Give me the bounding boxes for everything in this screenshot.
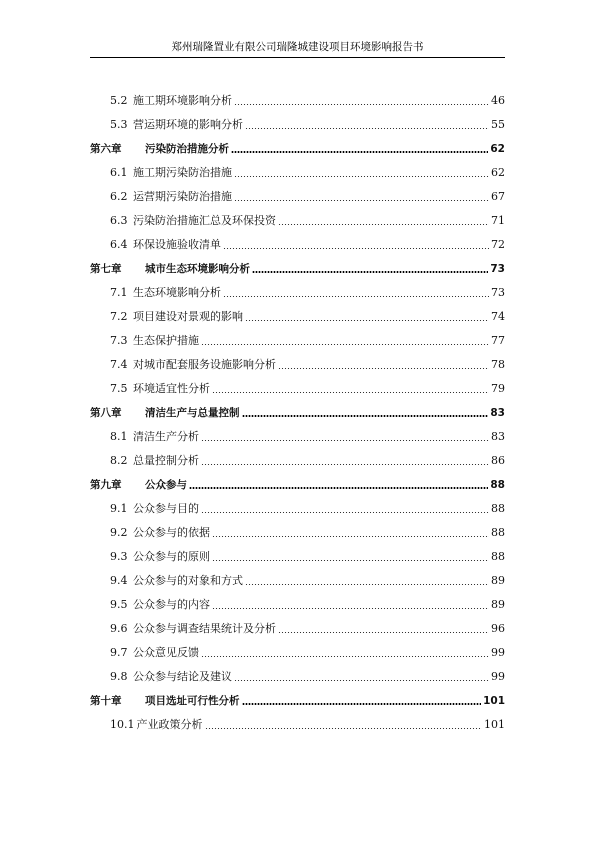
toc-entry-page: 88	[491, 502, 505, 515]
toc-entry-number: 9.3	[110, 550, 128, 563]
toc-entry-title: 生态保护措施	[133, 334, 199, 347]
toc-entry-page: 67	[491, 190, 505, 203]
toc-entry-page: 101	[483, 695, 505, 707]
toc-entry-title: 公众参与的内容	[133, 598, 210, 611]
toc-entry-number: 第十章	[90, 695, 122, 707]
dot-leader	[201, 512, 489, 513]
toc-entry-page: 72	[491, 238, 505, 251]
toc-section-entry[interactable]	[90, 641, 505, 665]
toc-entry-number: 10.1	[110, 718, 135, 731]
dot-leader	[212, 560, 489, 561]
toc-entry-number: 8.2	[110, 454, 128, 467]
toc-entry-number: 9.5	[110, 598, 128, 611]
toc-section-entry[interactable]	[90, 209, 505, 233]
toc-entry-number: 7.5	[110, 382, 128, 395]
toc-entry-page: 89	[491, 598, 505, 611]
toc-section-entry[interactable]	[90, 113, 505, 137]
dot-leader	[231, 151, 488, 153]
toc-entry-page: 86	[491, 454, 505, 467]
dot-leader	[223, 296, 489, 297]
toc-section-entry[interactable]	[90, 425, 505, 449]
toc-entry-page: 88	[491, 550, 505, 563]
toc-entry-number: 9.8	[110, 670, 128, 683]
toc-entry-number: 第七章	[90, 263, 122, 275]
toc-section-entry[interactable]	[90, 665, 505, 689]
toc-entry-page: 78	[491, 358, 505, 371]
toc-entry-number: 9.1	[110, 502, 128, 515]
toc-section-entry[interactable]	[90, 89, 505, 113]
toc-entry-title: 公众参与的对象和方式	[133, 574, 243, 587]
dot-leader	[212, 608, 489, 609]
dot-leader	[234, 104, 489, 105]
dot-leader	[252, 271, 488, 273]
toc-entry-number: 第九章	[90, 479, 122, 491]
toc-chapter-entry[interactable]	[90, 401, 505, 425]
toc-entry-page: 96	[491, 622, 505, 635]
dot-leader	[201, 656, 489, 657]
toc-entry-number: 7.1	[110, 286, 128, 299]
toc-entry-title: 运营期污染防治措施	[133, 190, 232, 203]
toc-entry-page: 73	[490, 263, 505, 275]
toc-entry-page: 88	[491, 526, 505, 539]
toc-section-entry[interactable]	[90, 617, 505, 641]
toc-entry-title: 公众参与	[145, 479, 187, 491]
toc-entry-page: 101	[484, 718, 505, 731]
toc-entry-title: 施工期污染防治措施	[133, 166, 232, 179]
toc-entry-page: 99	[491, 646, 505, 659]
toc-entry-number: 6.3	[110, 214, 128, 227]
toc-chapter-entry[interactable]	[90, 137, 505, 161]
toc-entry-page: 83	[490, 407, 505, 419]
dot-leader	[201, 464, 489, 465]
toc-entry-page: 83	[491, 430, 505, 443]
toc-section-entry[interactable]	[90, 449, 505, 473]
header-rule	[90, 57, 505, 58]
toc-entry-number: 9.2	[110, 526, 128, 539]
toc-entry-title: 公众参与结论及建议	[133, 670, 232, 683]
toc-entry-page: 46	[491, 94, 505, 107]
toc-section-entry[interactable]	[90, 545, 505, 569]
toc-entry-page: 79	[491, 382, 505, 395]
toc-section-entry[interactable]	[90, 281, 505, 305]
toc-entry-number: 8.1	[110, 430, 128, 443]
dot-leader	[245, 584, 489, 585]
toc-chapter-entry[interactable]	[90, 473, 505, 497]
toc-entry-number: 7.4	[110, 358, 128, 371]
toc-entry-number: 6.4	[110, 238, 128, 251]
toc-entry-title: 环境适宜性分析	[133, 382, 210, 395]
toc-entry-number: 7.3	[110, 334, 128, 347]
toc-entry-title: 公众意见反馈	[133, 646, 199, 659]
toc-section-entry[interactable]	[90, 593, 505, 617]
toc-entry-number: 第六章	[90, 143, 122, 155]
toc-entry-title: 施工期环境影响分析	[133, 94, 232, 107]
dot-leader	[242, 703, 482, 705]
dot-leader	[245, 320, 489, 321]
toc-entry-number: 7.2	[110, 310, 128, 323]
toc-entry-title: 清洁生产与总量控制	[145, 407, 240, 419]
toc-entry-page: 71	[491, 214, 505, 227]
toc-entry-title: 项目建设对景观的影响	[133, 310, 243, 323]
toc-section-entry[interactable]	[90, 521, 505, 545]
toc-entry-title: 城市生态环境影响分析	[145, 263, 250, 275]
toc-entry-page: 77	[491, 334, 505, 347]
toc-entry-page: 62	[490, 143, 505, 155]
toc-section-entry[interactable]	[90, 569, 505, 593]
dot-leader	[212, 536, 489, 537]
toc-entry-number: 5.3	[110, 118, 128, 131]
dot-leader	[278, 368, 489, 369]
dot-leader	[278, 224, 489, 225]
toc-entry-title: 对城市配套服务设施影响分析	[133, 358, 276, 371]
toc-entry-number: 6.1	[110, 166, 128, 179]
toc-entry-title: 项目选址可行性分析	[145, 695, 240, 707]
dot-leader	[212, 392, 489, 393]
toc-chapter-entry[interactable]	[90, 689, 505, 713]
page-header: 郑州瑞隆置业有限公司瑞隆城建设项目环境影响报告书	[171, 41, 424, 53]
toc-entry-title: 营运期环境的影响分析	[133, 118, 243, 131]
toc-section-entry[interactable]	[90, 713, 505, 737]
toc-entry-page: 55	[491, 118, 505, 131]
toc-entry-title: 总量控制分析	[133, 454, 199, 467]
toc-section-entry[interactable]	[90, 497, 505, 521]
toc-entry-number: 5.2	[110, 94, 128, 107]
dot-leader	[278, 632, 489, 633]
toc-section-entry[interactable]	[90, 305, 505, 329]
toc-entry-page: 88	[490, 479, 505, 491]
toc-section-entry[interactable]	[90, 353, 505, 377]
toc-entry-number: 9.7	[110, 646, 128, 659]
toc-entry-title: 产业政策分析	[136, 718, 203, 731]
dot-leader	[205, 728, 483, 729]
dot-leader	[234, 200, 489, 201]
dot-leader	[242, 415, 489, 417]
dot-leader	[223, 248, 489, 249]
toc-entry-title: 生态环境影响分析	[133, 286, 221, 299]
toc-entry-title: 公众参与目的	[133, 502, 199, 515]
toc-entry-page: 74	[491, 310, 505, 323]
toc-section-entry[interactable]	[90, 329, 505, 353]
toc-entry-title: 清洁生产分析	[133, 430, 199, 443]
dot-leader	[234, 680, 489, 681]
dot-leader	[234, 176, 489, 177]
toc-entry-page: 62	[491, 166, 505, 179]
dot-leader	[245, 128, 489, 129]
toc-entry-title: 污染防治措施分析	[145, 143, 229, 155]
dot-leader	[201, 440, 489, 441]
toc-chapter-entry[interactable]	[90, 257, 505, 281]
dot-leader	[201, 344, 489, 345]
toc-entry-page: 73	[491, 286, 505, 299]
dot-leader	[189, 487, 488, 489]
toc-entry-title: 公众参与调查结果统计及分析	[133, 622, 276, 635]
toc-section-entry[interactable]	[90, 185, 505, 209]
toc-entry-title: 公众参与的原则	[133, 550, 210, 563]
toc-entry-page: 89	[491, 574, 505, 587]
toc-entry-number: 9.4	[110, 574, 128, 587]
toc-entry-title: 公众参与的依据	[133, 526, 210, 539]
toc-entry-title: 污染防治措施汇总及环保投资	[133, 214, 276, 227]
toc-entry-page: 99	[491, 670, 505, 683]
toc-section-entry[interactable]	[90, 377, 505, 401]
toc-section-entry[interactable]	[90, 233, 505, 257]
table-of-contents	[90, 89, 505, 737]
toc-section-entry[interactable]	[90, 161, 505, 185]
toc-entry-title: 环保设施验收清单	[133, 238, 221, 251]
toc-entry-number: 第八章	[90, 407, 122, 419]
toc-entry-number: 9.6	[110, 622, 128, 635]
toc-entry-number: 6.2	[110, 190, 128, 203]
